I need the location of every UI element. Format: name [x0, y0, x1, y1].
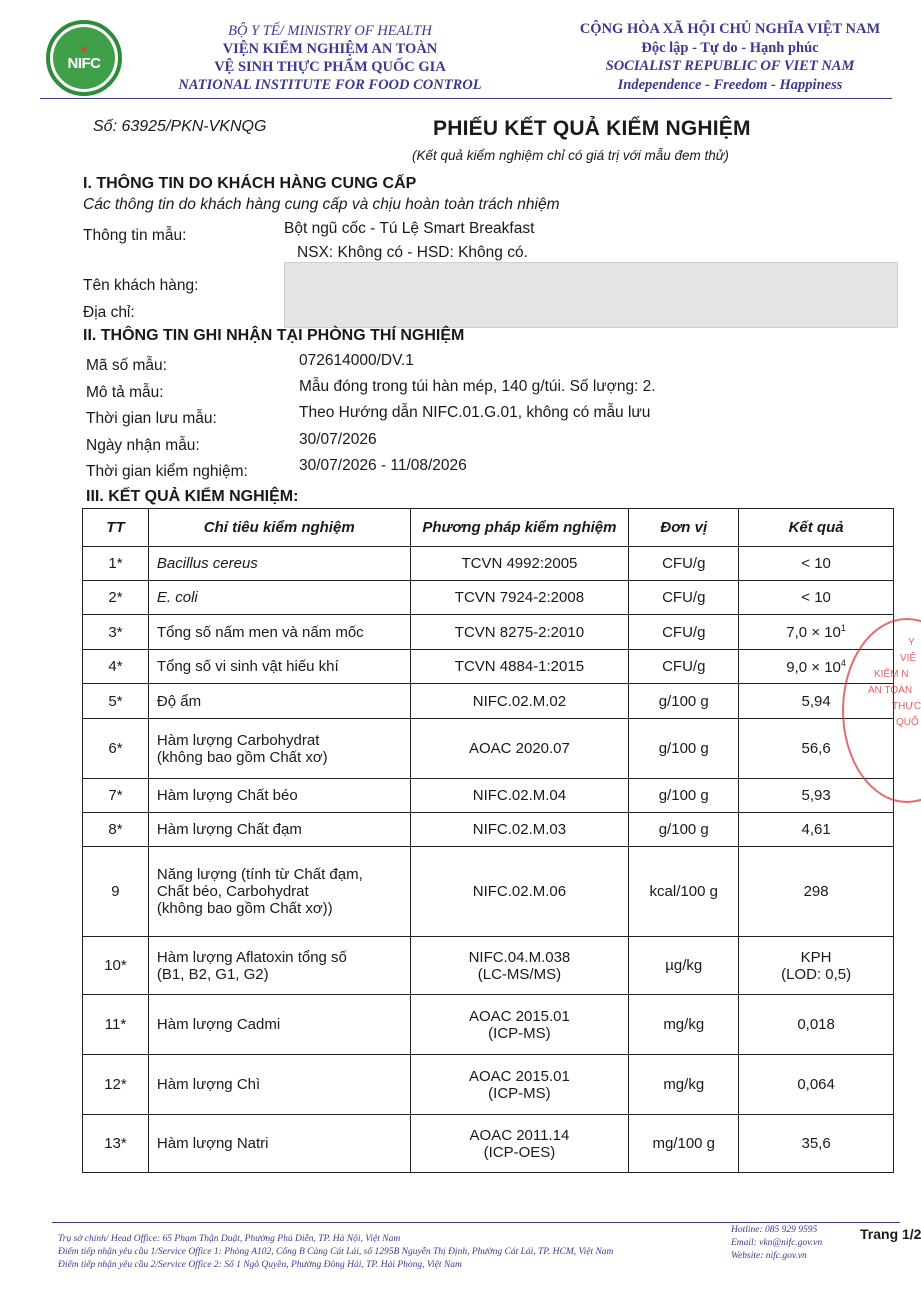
footer-contacts — [731, 1224, 822, 1263]
service-office-2-address: Điểm tiếp nhận yêu cầu 2/Service Office 2: Số 1 Ngô Quyền, Phường Đông Hải, TP. Hải Phòng, Việt Nam — [58, 1260, 462, 1270]
storage-time-label: Thời gian lưu mẫu: — [86, 410, 217, 427]
stamp-text — [852, 635, 921, 731]
sample-info-line2: NSX: Không có - HSD: Không có. — [297, 244, 528, 261]
test-method-line2: (LC-MS/MS) — [477, 965, 562, 983]
indicator-name-line3: (không bao gồm Chất xơ)) — [156, 900, 333, 917]
table-row — [83, 581, 894, 615]
test-method: TCVN 7924-2:2008 — [410, 581, 629, 615]
test-method: NIFC.02.M.04 — [410, 779, 629, 813]
result-mantissa: 9,0 × 10 — [786, 658, 841, 676]
col-header-tt: TT — [83, 509, 149, 547]
ministry-line: BỘ Y TẾ/ MINISTRY OF HEALTH — [228, 23, 432, 39]
result: 5,93 — [739, 779, 894, 813]
row-number: 2* — [83, 581, 149, 615]
address-label: Địa chỉ: — [83, 304, 135, 321]
indicator-name: Bacillus cereus — [148, 547, 410, 581]
col-header-method: Phương pháp kiểm nghiệm — [410, 509, 629, 547]
table-row — [83, 547, 894, 581]
indicator-name-line1: Hàm lượng Aflatoxin tổng số — [156, 948, 347, 966]
table-row — [83, 719, 894, 779]
unit: µg/kg — [629, 937, 739, 995]
stamp-line: QUỐ — [896, 717, 919, 728]
test-method: NIFC.02.M.03 — [410, 813, 629, 847]
results-table — [82, 508, 894, 1173]
result: < 10 — [739, 581, 894, 615]
customer-label: Tên khách hàng: — [83, 277, 199, 294]
section-3-heading: III. KẾT QUẢ KIỂM NGHIỆM: — [86, 488, 299, 505]
page-number: Trang 1/2 — [860, 1226, 921, 1242]
unit: mg/kg — [629, 1055, 739, 1115]
sample-desc-label: Mô tả mẫu: — [86, 384, 164, 401]
indicator-name: Hàm lượng Chất đạm — [148, 813, 410, 847]
table-header-row — [83, 509, 894, 547]
country-header — [555, 20, 905, 94]
nifc-logo — [46, 20, 122, 96]
institute-name-vn-1: VIỆN KIỂM NGHIỆM AN TOÀN — [222, 41, 438, 57]
indicator-name — [148, 847, 410, 937]
indicator-name: Tổng số vi sinh vật hiếu khí — [148, 650, 410, 684]
test-period-label: Thời gian kiểm nghiệm: — [86, 463, 248, 480]
indicator-name-line2: (B1, B2, G1, G2) — [156, 965, 269, 983]
section-1-note: Các thông tin do khách hàng cung cấp và chịu hoàn toàn trách nhiệm — [83, 196, 560, 213]
result: 56,6 — [739, 719, 894, 779]
stamp-line: Y — [908, 637, 915, 648]
test-method: NIFC.02.M.02 — [410, 684, 629, 719]
test-method: TCVN 4884-1:2015 — [410, 650, 629, 684]
test-method: TCVN 8275-2:2010 — [410, 615, 629, 650]
country-name-vn: CỘNG HÒA XÃ HỘI CHỦ NGHĨA VIỆT NAM — [579, 21, 881, 37]
unit: g/100 g — [629, 779, 739, 813]
test-method: AOAC 2020.07 — [410, 719, 629, 779]
table-row — [83, 1115, 894, 1173]
table-row — [83, 937, 894, 995]
row-number: 12* — [83, 1055, 149, 1115]
result-exponent: 4 — [840, 657, 846, 668]
stamp-line: KIỂM N — [874, 669, 909, 680]
sample-code-value: 072614000/DV.1 — [299, 352, 414, 369]
unit: mg/kg — [629, 995, 739, 1055]
test-method — [410, 1055, 629, 1115]
table-row — [83, 650, 894, 684]
storage-time-value: Theo Hướng dẫn NIFC.01.G.01, không có mẫu lưu — [299, 404, 651, 421]
indicator-name: Tổng số nấm men và nấm mốc — [148, 615, 410, 650]
email: Email: vkn@nifc.gov.vn — [731, 1238, 823, 1248]
service-office-1-address: Điểm tiếp nhận yêu cầu 1/Service Office 1: Phòng A102, Cổng B Cảng Cát Lái, số 1295B Nguyễn Thị Định, Phường Cát Lái, TP. HCM, Việt Nam — [58, 1247, 614, 1257]
result: 4,61 — [739, 813, 894, 847]
row-number: 9 — [83, 847, 149, 937]
result — [739, 937, 894, 995]
indicator-name-line1: Năng lượng (tính từ Chất đạm, — [156, 866, 363, 883]
section-2-heading: II. THÔNG TIN GHI NHẬN TẠI PHÒNG THÍ NGHIỆM — [83, 327, 465, 344]
indicator-name: Hàm lượng Cadmi — [148, 995, 410, 1055]
test-method-line2: (ICP-MS) — [488, 1024, 551, 1042]
test-method-line1: AOAC 2011.14 — [469, 1126, 570, 1144]
unit: g/100 g — [629, 684, 739, 719]
test-period-value: 30/07/2026 - 11/08/2026 — [299, 457, 467, 474]
motto-en: Independence - Freedom - Happiness — [617, 76, 843, 93]
indicator-name-line2: (không bao gồm Chất xơ) — [156, 748, 328, 766]
unit: CFU/g — [629, 650, 739, 684]
col-header-indicator: Chỉ tiêu kiểm nghiệm — [148, 509, 410, 547]
indicator-name: Hàm lượng Chất béo — [148, 779, 410, 813]
unit: CFU/g — [629, 547, 739, 581]
unit: CFU/g — [629, 581, 739, 615]
stamp-line: VIỆ — [900, 653, 917, 664]
document-number: Số: 63925/PKN-VKNQG — [93, 118, 267, 135]
table-row — [83, 847, 894, 937]
test-method-line1: AOAC 2015.01 — [468, 1007, 570, 1025]
hotline: Hotline: 085 929 9595 — [731, 1225, 818, 1235]
row-number: 1* — [83, 547, 149, 581]
test-method: TCVN 4992:2005 — [410, 547, 629, 581]
test-method-line2: (ICP-MS) — [488, 1084, 551, 1102]
row-number: 13* — [83, 1115, 149, 1173]
result: 5,94 — [739, 684, 894, 719]
result: 0,064 — [739, 1055, 894, 1115]
received-date-label: Ngày nhận mẫu: — [86, 437, 200, 454]
result-exponent: 1 — [840, 623, 846, 633]
row-number: 6* — [83, 719, 149, 779]
indicator-name: Hàm lượng Chì — [148, 1055, 410, 1115]
indicator-name — [148, 937, 410, 995]
indicator-name: Độ ẩm — [148, 684, 410, 719]
indicator-name-line2: Chất béo, Carbohydrat — [156, 883, 309, 900]
test-method: NIFC.02.M.06 — [410, 847, 629, 937]
redacted-customer-block — [284, 262, 898, 328]
unit: mg/100 g — [629, 1115, 739, 1173]
test-method-line1: NIFC.04.M.038 — [468, 948, 571, 966]
sample-info-line1: Bột ngũ cốc - Tú Lệ Smart Breakfast — [284, 220, 535, 237]
result: 0,018 — [739, 995, 894, 1055]
row-number: 11* — [83, 995, 149, 1055]
institute-name-vn-2: VỆ SINH THỰC PHẨM QUỐC GIA — [214, 59, 446, 75]
table-row — [83, 615, 894, 650]
test-method-line1: AOAC 2015.01 — [468, 1067, 570, 1085]
col-header-result: Kết quả — [739, 509, 894, 547]
institute-name-en: NATIONAL INSTITUTE FOR FOOD CONTROL — [178, 77, 482, 93]
table-row — [83, 1055, 894, 1115]
document-subtitle: (Kết quả kiểm nghiệm chỉ có giá trị với mẫu đem thử) — [412, 148, 729, 163]
row-number: 8* — [83, 813, 149, 847]
result: < 10 — [739, 547, 894, 581]
sample-info-label: Thông tin mẫu: — [83, 227, 187, 244]
result: 35,6 — [739, 1115, 894, 1173]
row-number: 4* — [83, 650, 149, 684]
unit: CFU/g — [629, 615, 739, 650]
row-number: 3* — [83, 615, 149, 650]
indicator-name — [148, 719, 410, 779]
test-method — [410, 937, 629, 995]
table-row — [83, 813, 894, 847]
row-number: 10* — [83, 937, 149, 995]
result-line2: (LOD: 0,5) — [781, 965, 852, 983]
test-method-line2: (ICP-OES) — [483, 1143, 556, 1161]
unit: g/100 g — [629, 813, 739, 847]
country-name-en: SOCIALIST REPUBLIC OF VIET NAM — [605, 58, 855, 74]
received-date-value: 30/07/2026 — [299, 431, 377, 448]
footer-addresses — [58, 1233, 613, 1272]
table-row — [83, 779, 894, 813]
section-1-heading: I. THÔNG TIN DO KHÁCH HÀNG CUNG CẤP — [83, 175, 417, 192]
unit: g/100 g — [629, 719, 739, 779]
table-row — [83, 995, 894, 1055]
unit: kcal/100 g — [629, 847, 739, 937]
result-line1: KPH — [800, 948, 832, 966]
head-office-address: Trụ sở chính/ Head Office: 65 Phạm Thận Duật, Phường Phú Diễn, TP. Hà Nội, Việt Nam — [58, 1234, 401, 1244]
sample-code-label: Mã số mẫu: — [86, 357, 167, 374]
institute-header — [140, 22, 520, 94]
sample-desc-value: Mẫu đóng trong túi hàn mép, 140 g/túi. Số lượng: 2. — [299, 378, 656, 395]
table-row — [83, 684, 894, 719]
result-mantissa: 7,0 × 10 — [786, 624, 841, 641]
stamp-line: AN TOÀN — [868, 685, 913, 696]
indicator-name: E. coli — [148, 581, 410, 615]
col-header-unit: Đơn vị — [629, 509, 739, 547]
stamp-line: THỰC — [892, 701, 921, 712]
document-title: PHIẾU KẾT QUẢ KIỂM NGHIỆM — [433, 117, 751, 140]
row-number: 5* — [83, 684, 149, 719]
test-method — [410, 1115, 629, 1173]
logo-text: NIFC — [67, 54, 101, 72]
result: 298 — [739, 847, 894, 937]
footer-divider — [52, 1222, 900, 1223]
indicator-name-line1: Hàm lượng Carbohydrat — [156, 731, 320, 749]
test-method — [410, 995, 629, 1055]
website: Website: nifc.gov.vn — [731, 1251, 807, 1261]
indicator-name: Hàm lượng Natri — [148, 1115, 410, 1173]
motto-vn: Độc lập - Tự do - Hạnh phúc — [641, 39, 819, 56]
star-icon: ★ — [79, 43, 89, 55]
row-number: 7* — [83, 779, 149, 813]
header-divider — [40, 98, 892, 99]
